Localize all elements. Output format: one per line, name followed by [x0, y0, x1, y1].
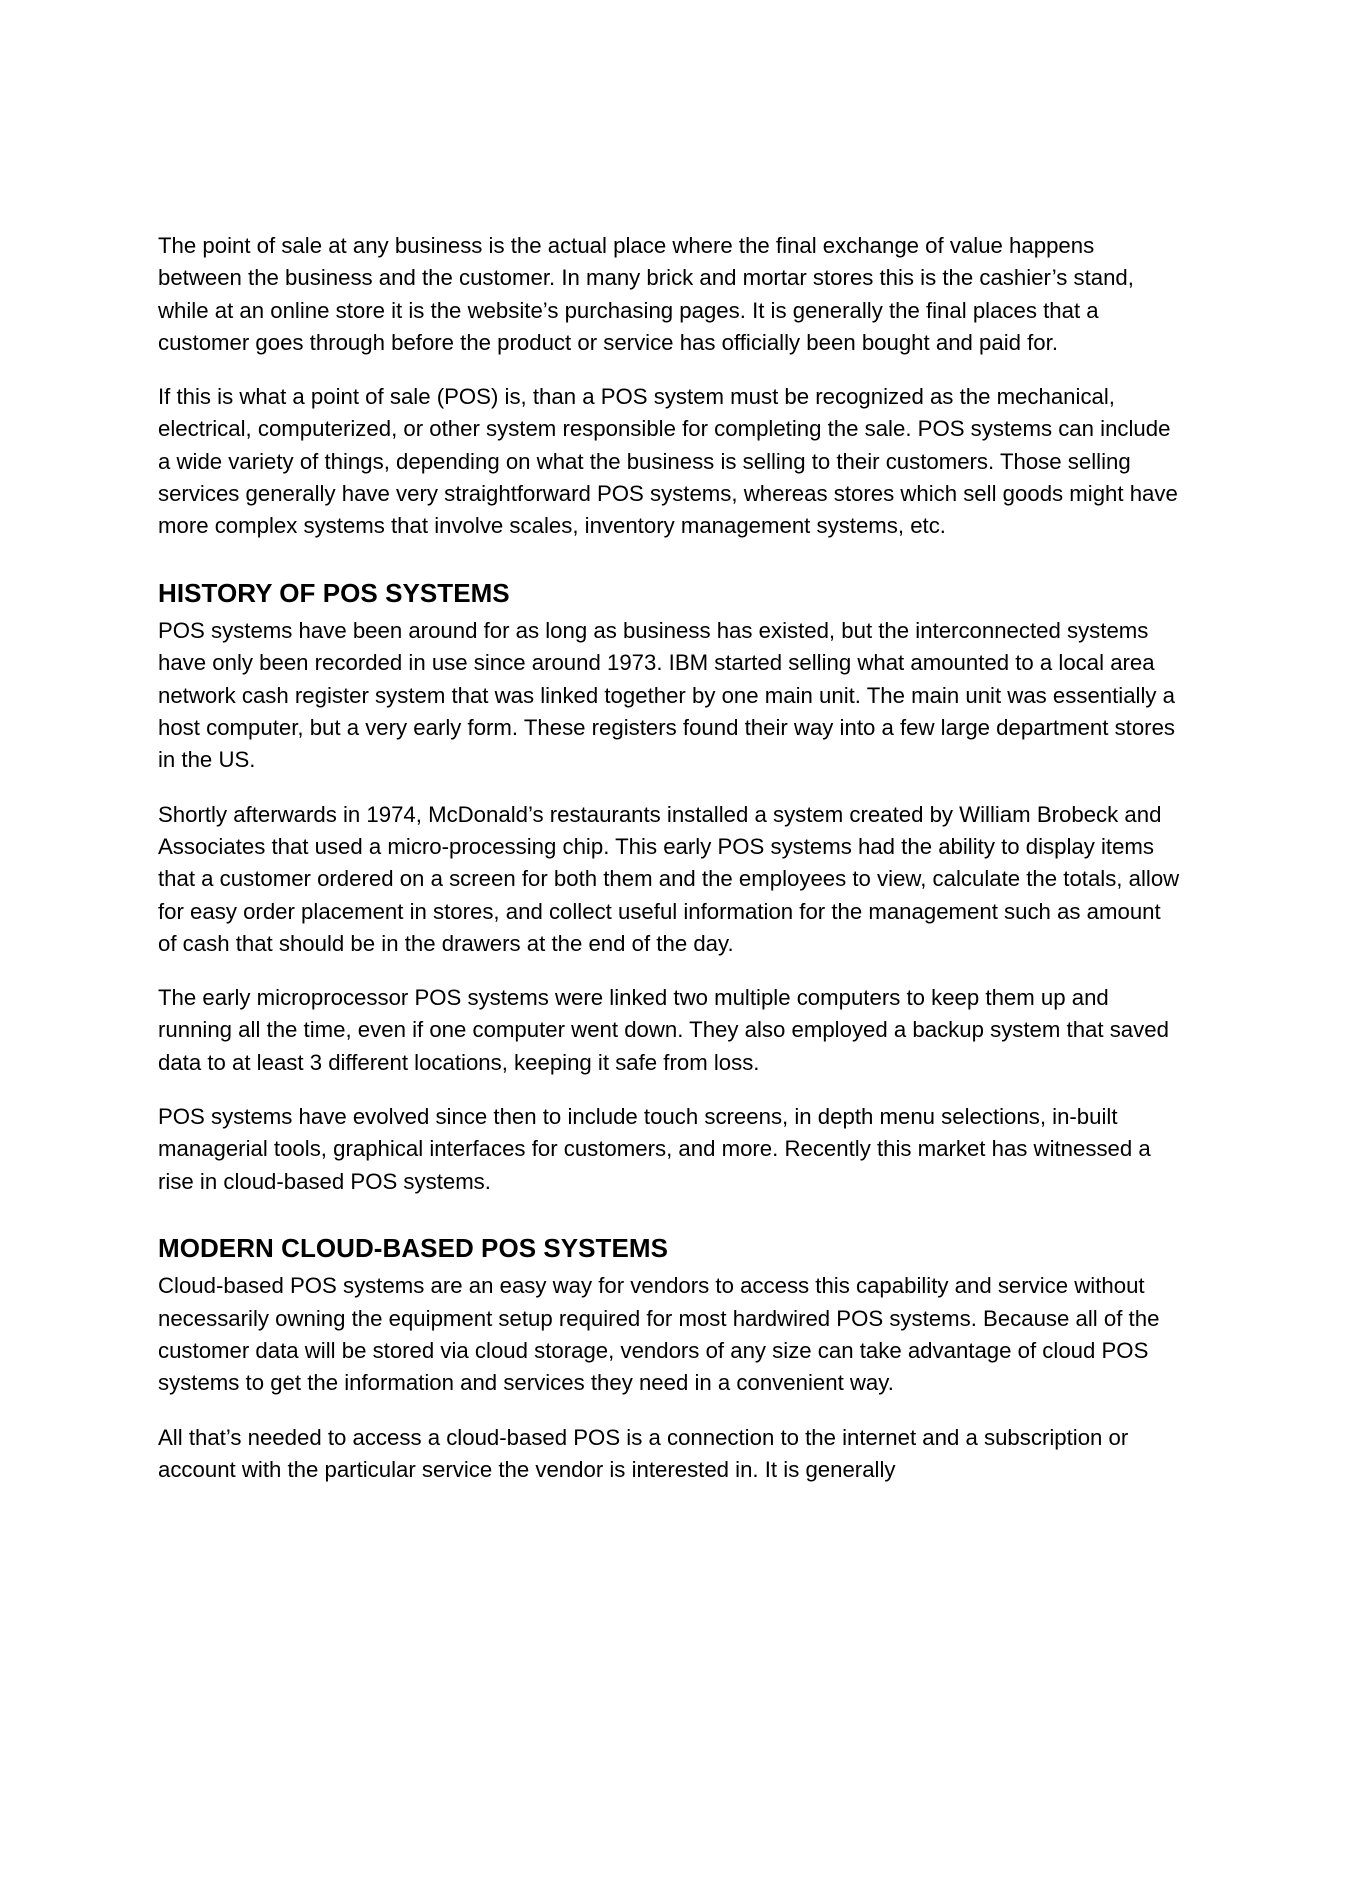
spacer [158, 960, 1182, 982]
spacer [158, 359, 1182, 381]
paragraph-intro-1: The point of sale at any business is the actual place where the final exchange of value happens between the business and the customer. In many brick and mortar stores this is the cashier’s stand, while at an online store it is the website’s purchasing pages. It is generally the final places that a customer goes through before the product or service has officially been bought and paid for. [158, 233, 1134, 355]
paragraph-intro-2: If this is what a point of sale (POS) is, than a POS system must be recognized as the mechanical, electrical, computerized, or other system responsible for completing the sale. POS systems can include a wide variety of things, depending on what the business is selling to their customers. Those selling services generally have very straightforward POS systems, whereas stores which sell goods might have more complex systems that involve scales, inventory management systems, etc. [158, 384, 1178, 539]
paragraph-cloud-2: All that’s needed to access a cloud-based POS is a connection to the internet and a subscription or account with the particular service the vendor is interested in. It is generally [158, 1424, 1129, 1482]
spacer [158, 1198, 1182, 1232]
document-body [158, 178, 1182, 1486]
spacer [158, 1079, 1182, 1101]
spacer [158, 1400, 1182, 1422]
paragraph-history-3: The early microprocessor POS systems were linked two multiple computers to keep them up and running all the time, even if one computer went down. They also employed a backup system that saved data to at least 3 different locations, keeping it safe from loss. [158, 985, 1169, 1075]
paragraph-history-4: POS systems have evolved since then to include touch screens, in depth menu selections, in-built managerial tools, graphical interfaces for customers, and more. Recently this market has witnessed a rise in cloud-based POS systems. [158, 1104, 1151, 1194]
section-heading-history: HISTORY OF POS SYSTEMS [158, 577, 510, 608]
spacer [158, 777, 1182, 799]
section-heading-modern-cloud: MODERN CLOUD-BASED POS SYSTEMS [158, 1232, 668, 1263]
spacer [158, 178, 1182, 230]
paragraph-history-2: Shortly afterwards in 1974, McDonald’s restaurants installed a system created by William Brobeck and Associates that used a micro-processing chip. This early POS systems had the ability to display items that a customer ordered on a screen for both them and the employees to view, calculate the totals, allow for easy order placement in stores, and collect useful information for the management such as amount of cash that should be in the drawers at the end of the day. [158, 801, 1180, 956]
paragraph-history-1: POS systems have been around for as long as business has existed, but the interconnected systems have only been recorded in use since around 1973. IBM started selling what amounted to a local area network cash register system that was linked together by one main unit. The main unit was essentially a host computer, but a very early form. These registers found their way into a few large department stores in the US. [158, 618, 1176, 773]
paragraph-cloud-1: Cloud-based POS systems are an easy way for vendors to access this capability and service without necessarily owning the equipment setup required for most hardwired POS systems. Because all of the customer data will be stored via cloud storage, vendors of any size can take advantage of cloud POS systems to get the information and services they need in a convenient way. [158, 1273, 1160, 1396]
spacer [158, 543, 1182, 577]
